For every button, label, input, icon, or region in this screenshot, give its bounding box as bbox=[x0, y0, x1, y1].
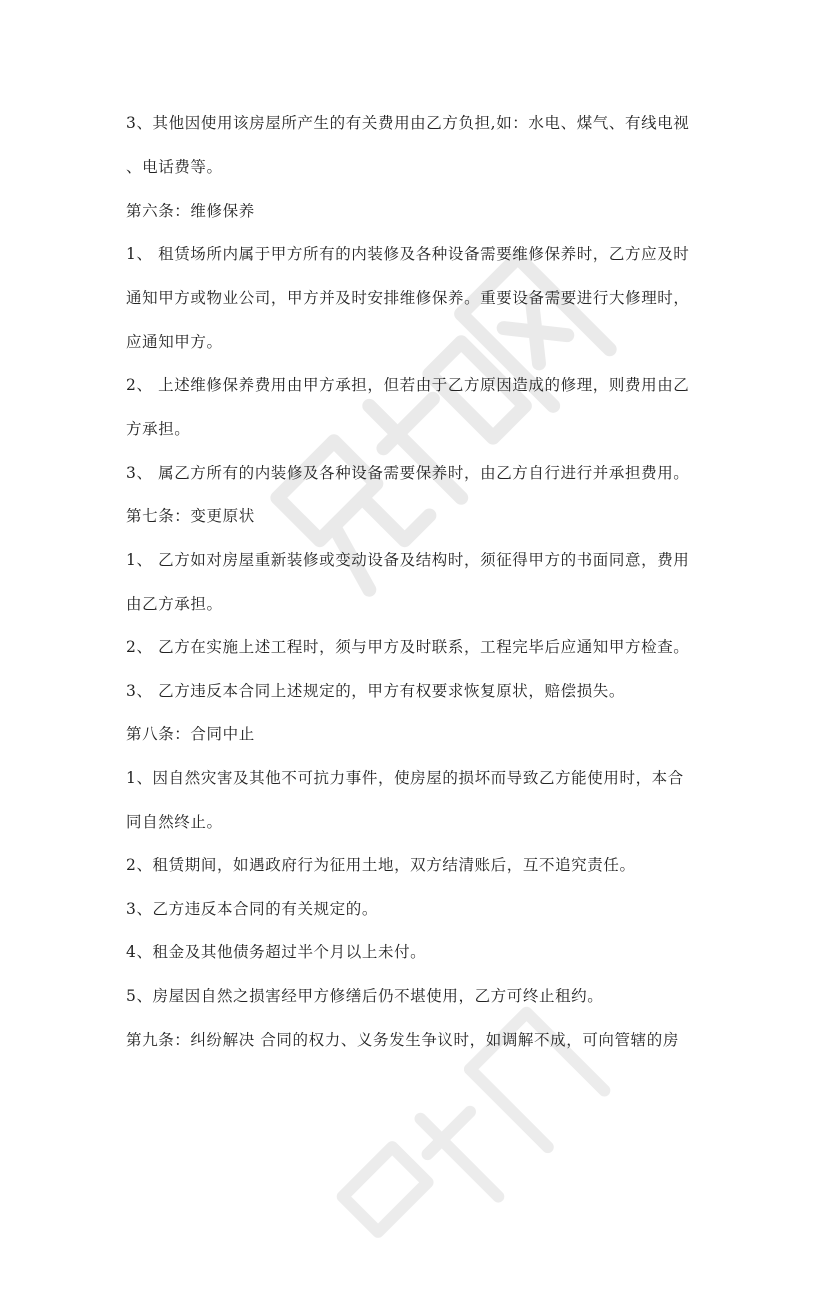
text-line: 方承担。 bbox=[126, 420, 191, 438]
text-line: 5、房屋因自然之损害经甲方修缮后仍不堪使用，乙方可终止租约。 bbox=[126, 987, 604, 1005]
text-line: 1、因自然灾害及其他不可抗力事件，使房屋的损坏而导致乙方能使用时，本合 bbox=[126, 769, 684, 787]
text-line: 3、其他因使用该房屋所产生的有关费用由乙方负担,如：水电、煤气、有线电视 bbox=[126, 114, 690, 132]
section-heading: 第六条：维修保养 bbox=[126, 202, 255, 220]
text-line: 同自然终止。 bbox=[126, 813, 223, 831]
text-line: 3、乙方违反本合同的有关规定的。 bbox=[126, 900, 378, 918]
section-heading: 第八条：合同中止 bbox=[126, 725, 255, 743]
text-line: 2、租赁期间，如遇政府行为征用土地，双方结清账后，互不追究责任。 bbox=[126, 856, 636, 874]
section-heading: 第七条：变更原状 bbox=[126, 507, 255, 525]
text-line: 1、 租赁场所内属于甲方所有的内装修及各种设备需要维修保养时，乙方应及时 bbox=[126, 245, 690, 263]
section-heading: 第九条：纠纷解决 合同的权力、义务发生争议时，如调解不成，可向管辖的房 bbox=[126, 1031, 679, 1049]
text-line: 2、 上述维修保养费用由甲方承担，但若由于乙方原因造成的修理，则费用由乙 bbox=[126, 376, 690, 394]
text-line: 3、 乙方违反本合同上述规定的，甲方有权要求恢复原状，赔偿损失。 bbox=[126, 682, 625, 700]
text-line: 、电话费等。 bbox=[126, 158, 223, 176]
text-line: 3、 属乙方所有的内装修及各种设备需要保养时，由乙方自行进行并承担费用。 bbox=[126, 464, 690, 482]
text-line: 由乙方承担。 bbox=[126, 595, 223, 613]
text-line: 1、 乙方如对房屋重新装修或变动设备及结构时，须征得甲方的书面同意，费用 bbox=[126, 551, 690, 569]
watermark-logo-icon bbox=[307, 977, 632, 1302]
text-line: 应通知甲方。 bbox=[126, 333, 223, 351]
text-line: 4、租金及其他债务超过半个月以上未付。 bbox=[126, 943, 427, 961]
text-line: 通知甲方或物业公司，甲方并及时安排维修保养。重要设备需要进行大修理时， bbox=[126, 289, 690, 307]
text-line: 2、 乙方在实施上述工程时，须与甲方及时联系，工程完毕后应通知甲方检查。 bbox=[126, 638, 690, 656]
